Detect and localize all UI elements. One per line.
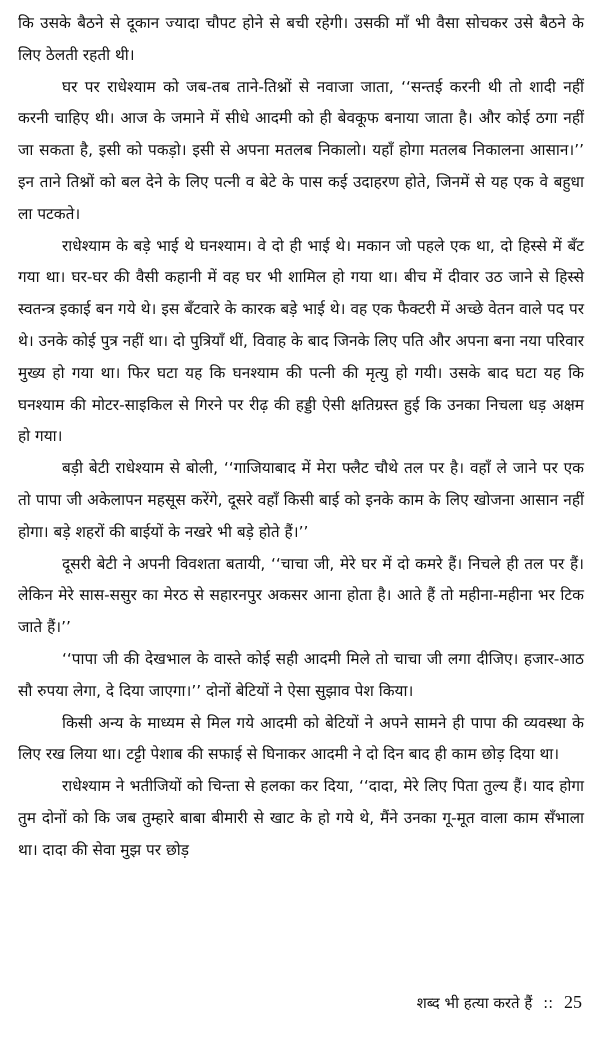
paragraph-5: दूसरी बेटी ने अपनी विवशता बतायी, ‘‘चाचा जी, मेरे घर में दो कमरे हैं। निचले ही तल पर हैं। लेकिन मेरे सास-ससुर का मेरठ से सहारनपुर अकसर आना होता है। आते हैं तो महीना-महीना भर टिक जाते हैं।’’	[18, 554, 584, 637]
running-title: शब्द भी हत्या करते हैं	[416, 994, 533, 1012]
footer-separator: ::	[543, 994, 554, 1012]
paragraph-2: घर पर राधेश्याम को जब-तब ताने-तिश्नों से नवाजा जाता, ‘‘सन्तई करनी थी तो शादी नहीं करनी चाहिए थी। आज के जमाने में सीधे आदमी को ही बेवकूफ बनाया जाता है। और कोई ठगा नहीं जा सकता है, इसी को पकड़ो। इसी से अपना मतलब निकालो। यहाँ होगा मतलब निकालना आसान।’’ इन ताने तिश्नों को बल देने के लिए पत्नी व बेटे के पास कई उदाहरण होते, जिनमें से यह एक वे बहुधा ला पटकते।	[18, 77, 584, 223]
page-number: 25	[564, 992, 582, 1012]
body-text	[18, 8, 584, 867]
paragraph-3: राधेश्याम के बड़े भाई थे घनश्याम। वे दो ही भाई थे। मकान जो पहले एक था, दो हिस्से में बँट गया था। घर-घर की वैसी कहानी में वह घर भी शामिल हो गया था। बीच में दीवार उठ जाने से हिस्से स्वतन्त्र इकाई बन गये थे। इस बँटवारे के कारक बड़े भाई थे। वह एक फैक्टरी में अच्छे वेतन वाले पद पर थे। उनके कोई पुत्र नहीं था। दो पुत्रियाँ थीं, विवाह के बाद जिनके लिए पति और अपना बना नया परिवार मुख्य हो गया था। फिर घटा यह कि घनश्याम की पत्नी की मृत्यु हो गयी। उसके बाद घटा यह कि घनश्याम की मोटर-साइकिल से गिरने पर रीढ़ की हड्डी ऐसी क्षतिग्रस्त हुई कि उनका निचला धड़ अक्षम हो गया।	[18, 236, 584, 446]
paragraph-1: कि उसके बैठने से दूकान ज्यादा चौपट होने से बची रहेगी। उसकी माँ भी वैसा सोचकर उसे बैठने के लिए ठेलती रहती थी।	[18, 14, 584, 64]
paragraph-4: बड़ी बेटी राधेश्याम से बोली, ‘‘गाजियाबाद में मेरा फ्लैट चौथे तल पर है। वहाँ ले जाने पर एक तो पापा जी अकेलापन महसूस करेंगे, दूसरे वहाँ किसी बाई को इनके काम के लिए खोजना आसान नहीं होगा। बड़े शहरों की बाईयों के नखरे भी बड़े होते हैं।’’	[18, 459, 584, 541]
paragraph-6: ‘‘पापा जी की देखभाल के वास्ते कोई सही आदमी मिले तो चाचा जी लगा दीजिए। हजार-आठ सौ रुपया लेगा, दे दिया जाएगा।’’ दोनों बेटियों ने ऐसा सुझाव पेश किया।	[18, 649, 584, 700]
paragraph-8: राधेश्याम ने भतीजियों को चिन्ता से हलका कर दिया, ‘‘दादा, मेरे लिए पिता तुल्य हैं। याद होगा तुम दोनों को कि जब तुम्हारे बाबा बीमारी से खाट के हो गये थे, मैंने उनका गू-मूत वाला काम सँभाला था। दादा की सेवा मुझ पर छोड़	[18, 777, 584, 859]
paragraph-7: किसी अन्य के माध्यम से मिल गये आदमी को बेटियों ने अपने सामने ही पापा की व्यवस्था के लिए रख लिया था। टट्टी पेशाब की सफाई से घिनाकर आदमी ने दो दिन बाद ही काम छोड़ दिया था।	[18, 713, 584, 764]
page-footer	[417, 990, 582, 1015]
